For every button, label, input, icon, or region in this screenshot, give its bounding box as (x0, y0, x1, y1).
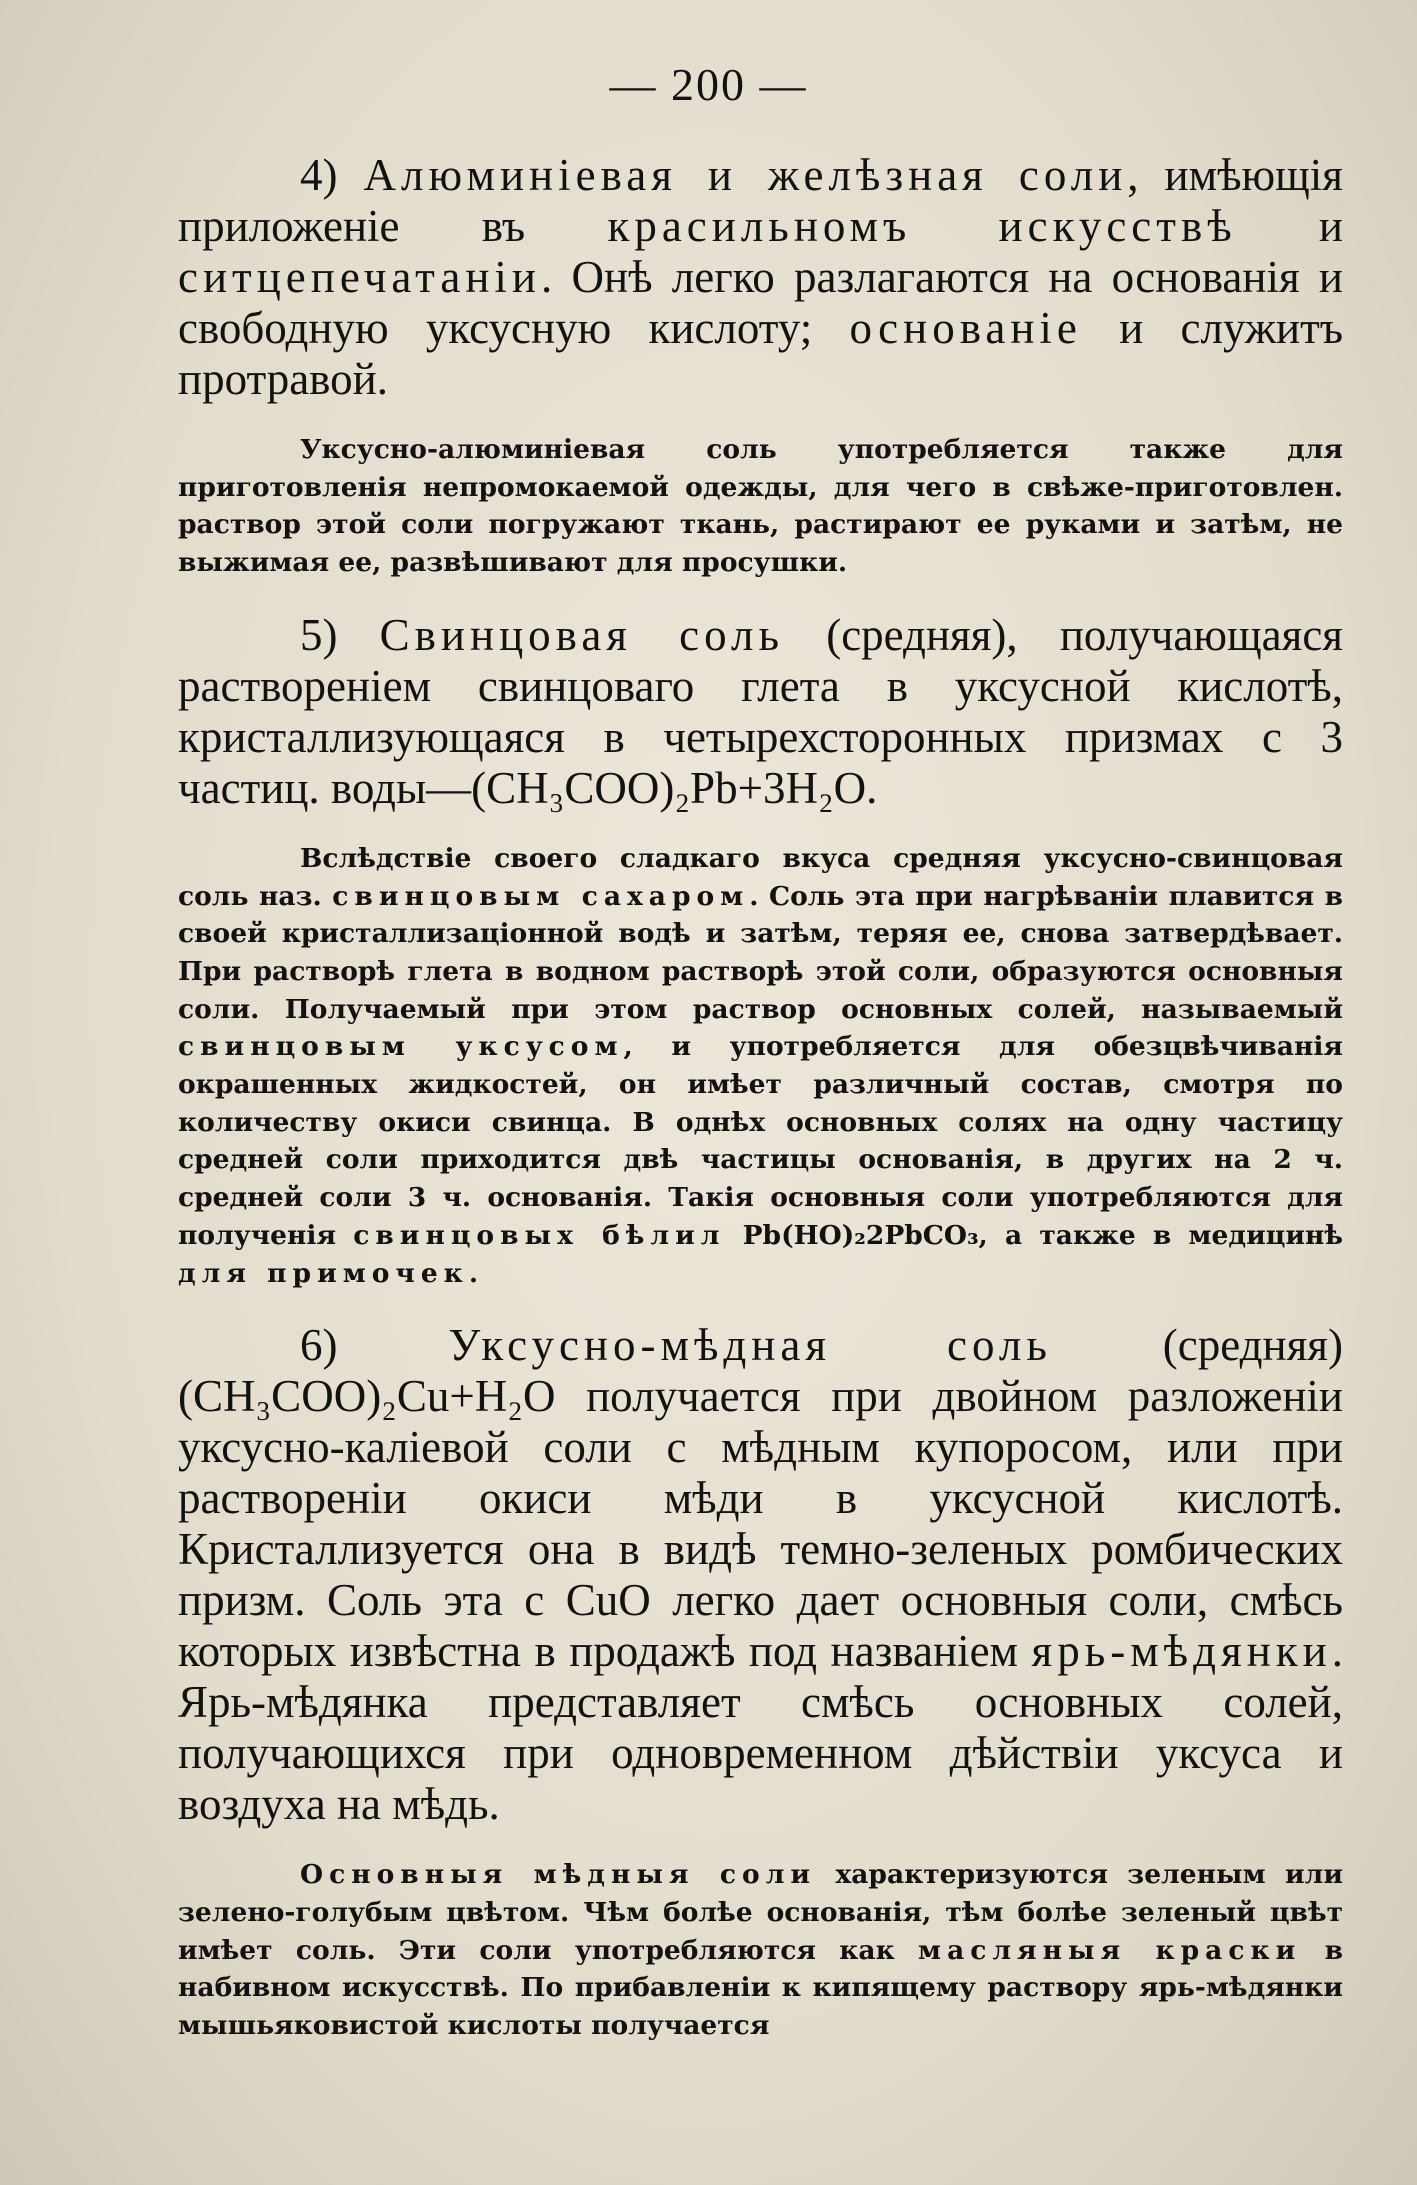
text-run: (средняя), получающаяся раствореніем свинцоваго глета в уксусной кислотѣ, кристаллизующаяся в четырехсторонных призмах с 3 частиц. воды—(CH₃COO)₂Pb+3H₂O. (178, 609, 1343, 813)
text-run: , и употребляется для обезцвѣчиванія окрашенных жидкостей, он имѣет различный состав, смотря по количеству окиси свинца. В однѣх основных солях на одну частицу средней соли приходится двѣ частицы основанія, в других на 2 ч. средней соли 3 ч. основанія. Такія основныя соли употребляются для полученія (178, 1031, 1344, 1251)
paragraph-aluminium-iron-salts (178, 150, 1343, 405)
text-run: , имѣющія приложеніе въ (178, 150, 1343, 251)
text-run: Pb(HO)₂2PbCO₃, а также в медицинѣ (725, 1219, 1343, 1251)
text-run: в набивном искусствѣ. По прибавленіи к кипящему раствору ярь-мѣдянки мышьяковистой кислоты получается (178, 1934, 1343, 2042)
text-run: 4) (300, 150, 364, 200)
paragraph-lead-sugar (178, 840, 1343, 1292)
paragraph-basic-copper-salts (178, 1856, 1343, 2045)
text-run: . Онѣ легко разлагаются на основанія и свободную уксусную кислоту; (178, 252, 1343, 353)
emphasized-text: Алюминіевая и желѣзная соли (363, 150, 1128, 200)
text-run: . Ярь-мѣдянка представляет смѣсь основных солей, получающихся при одновременном дѣйствіи уксуса и воздуха на мѣдь. (178, 1626, 1343, 1830)
emphasized-text: свинцовым уксусом (178, 1031, 624, 1063)
page-body (178, 150, 1343, 2045)
text-run: и (1236, 201, 1343, 251)
emphasized-text: свинцовых бѣлил (353, 1219, 726, 1251)
emphasized-text: для примочек (178, 1257, 469, 1289)
emphasized-text: Основныя мѣдныя соли (300, 1859, 817, 1891)
text-run: Уксусно-алюминіевая соль употребляется также для приготовленія непромокаемой одежды, для чего в свѣже-приготовлен. раствор этой соли погружают ткань, растирают ее руками и затѣм, не выжимая ее, развѣшивают для просушки. (178, 434, 1343, 579)
paragraph-lead-salt (178, 610, 1343, 814)
emphasized-text: Свинцовая соль (379, 609, 785, 660)
text-run: характеризуются зеленым или зелено-голубым цвѣтом. Чѣм болѣе основанія, тѣм болѣе зеленый цвѣт имѣет соль. Эти соли употребляются как (178, 1859, 1343, 1966)
text-run: Вслѣдствіе своего сладкаго вкуса средняя уксусно-свинцовая соль наз. (178, 842, 1343, 912)
paragraph-copper-acetate (178, 1320, 1343, 1830)
page-number: — 200 — (609, 59, 808, 110)
text-run: . (468, 1257, 479, 1289)
emphasized-text: красильномъ искусствѣ (607, 201, 1237, 251)
paragraph-aluminium-acetate-use (178, 431, 1343, 582)
emphasized-text: ярь-мѣдянки (1031, 1626, 1332, 1677)
text-run: 5) (300, 609, 380, 660)
emphasized-text: масляныя краски (918, 1934, 1302, 1966)
text-run: 6) (300, 1320, 449, 1371)
text-run: . Соль эта при нагрѣваніи плавится в своей кристаллизаціонной водѣ и затѣм, теряя ее, снова затвердѣвает. При растворѣ глета в водном растворѣ этой соли, образуются основныя соли. Получаемый при этом раствор основных солей, называемый (178, 880, 1344, 1025)
text-run: (средняя) (CH₃COO)₂Cu+H₂O получается при двойном разложеніи уксусно-каліевой соли с мѣдным купоросом, или при раствореніи окиси мѣди в уксусной кислотѣ. Кристаллизуется она в видѣ темно-зеленых ромбических призм. Соль эта с CuO легко дает основныя соли, смѣсь которых извѣстна в продажѣ под названіем (178, 1320, 1343, 1677)
text-run: и служитъ протравой. (178, 303, 1344, 404)
emphasized-text: свинцовым сахаром (332, 880, 750, 912)
emphasized-text: Уксусно-мѣдная соль (448, 1320, 1052, 1371)
emphasized-text: ситцепечатаніи (178, 252, 542, 302)
emphasized-text: основаніе (849, 303, 1082, 353)
